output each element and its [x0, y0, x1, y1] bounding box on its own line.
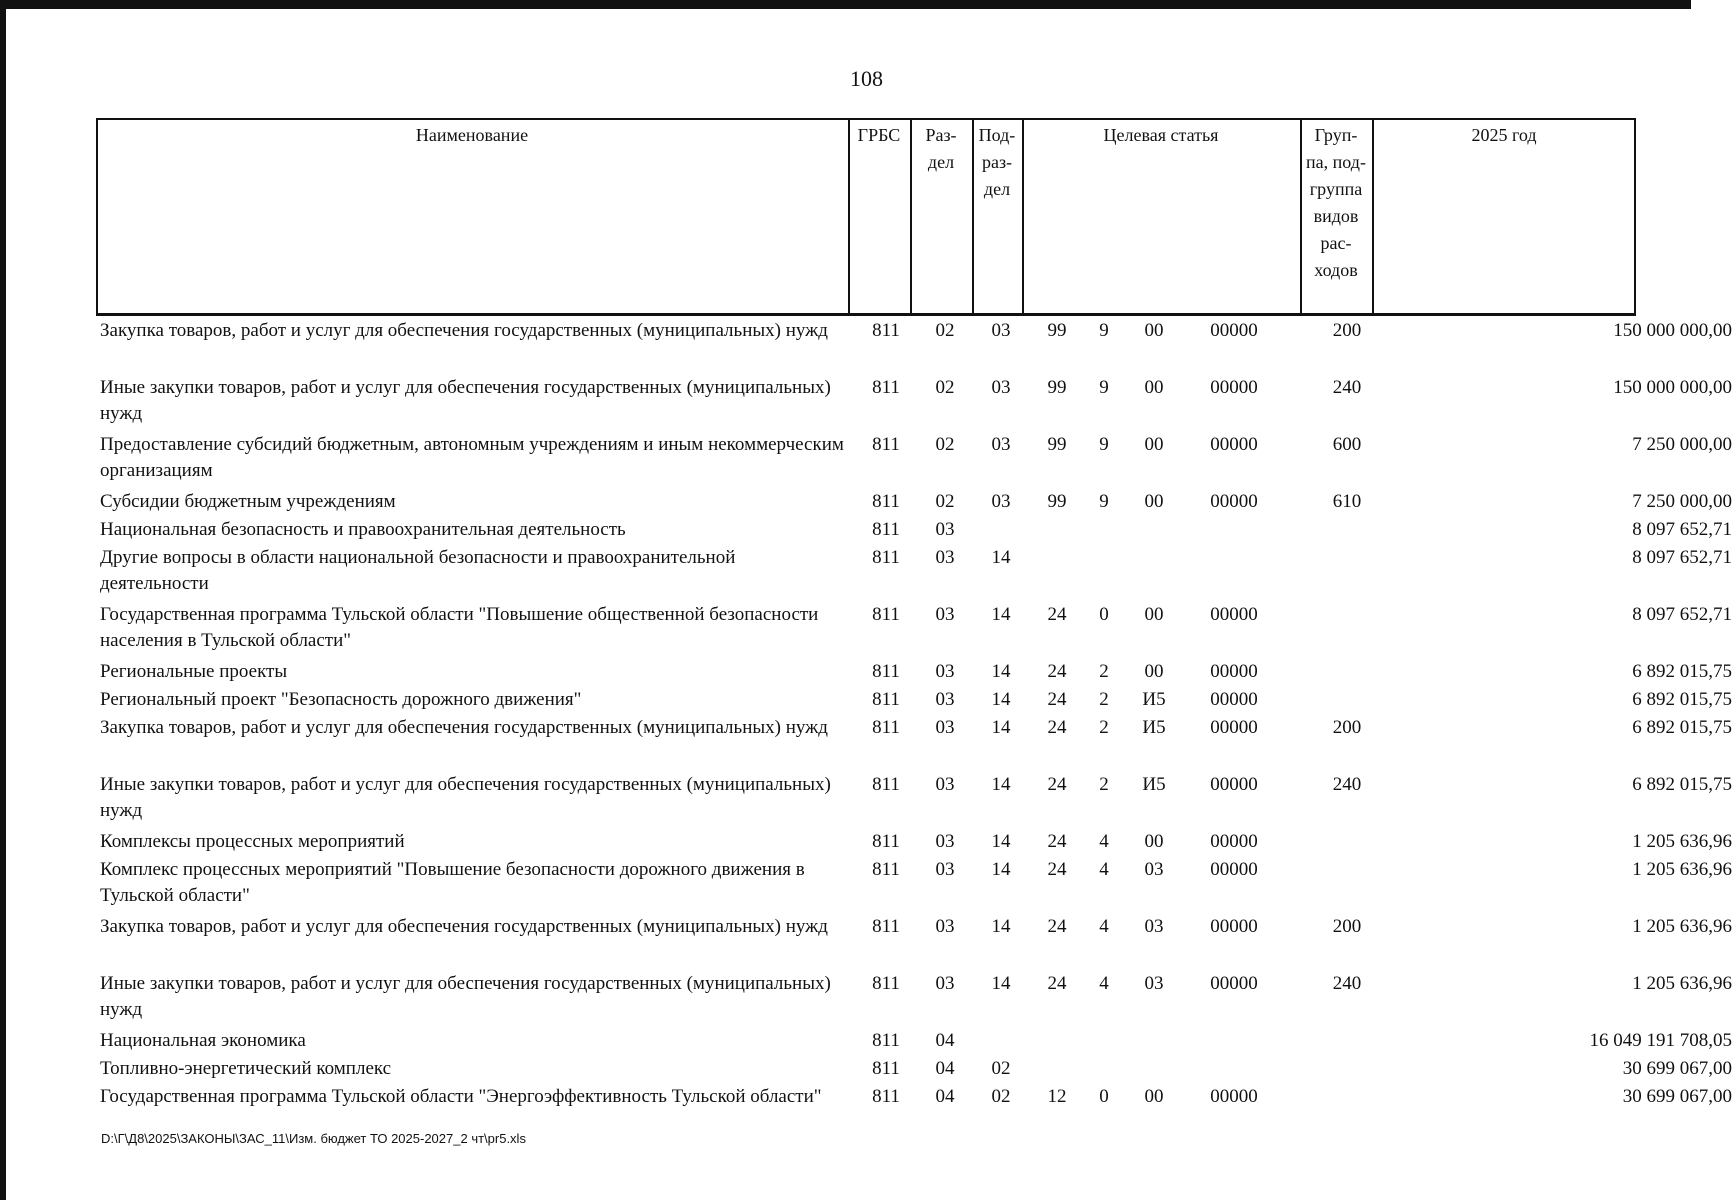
row-razdel: 04 [935, 1086, 955, 1107]
row-grbs: 811 [872, 661, 900, 682]
row-target-program: 12 [1047, 1086, 1067, 1107]
row-razdel: 04 [935, 1030, 955, 1051]
row-target-program: 24 [1047, 661, 1067, 682]
row-amount-2025: 8 097 652,71 [1632, 604, 1732, 625]
row-name: Комплекс процессных мероприятий "Повышение безопасности дорожного движения в Тульской области" [100, 859, 805, 906]
row-podrazdel: 14 [991, 689, 1011, 710]
table-row [96, 489, 1732, 517]
row-target-event: 00 [1144, 320, 1164, 341]
row-target-event: 00 [1144, 604, 1164, 625]
row-target-program: 24 [1047, 831, 1067, 852]
row-podrazdel: 14 [991, 717, 1011, 738]
row-name: Иные закупки товаров, работ и услуг для обеспечения государственных (муниципальных) нужд [100, 973, 831, 1020]
row-grbs: 811 [872, 973, 900, 994]
row-target-direction: 2 [1099, 661, 1109, 682]
row-grbs: 811 [872, 604, 900, 625]
row-target-event: 00 [1144, 377, 1164, 398]
row-target-code: 00000 [1210, 717, 1258, 738]
row-target-direction: 4 [1099, 973, 1109, 994]
row-amount-2025: 6 892 015,75 [1632, 774, 1732, 795]
row-expense-group: 200 [1332, 916, 1362, 937]
header-razdel: Раз- дел [925, 125, 957, 172]
row-target-code: 00000 [1210, 661, 1258, 682]
row-amount-2025: 1 205 636,96 [1632, 859, 1732, 880]
row-amount-2025: 150 000 000,00 [1613, 377, 1732, 398]
row-podrazdel: 14 [991, 547, 1011, 568]
row-podrazdel: 03 [991, 320, 1011, 341]
row-target-direction: 9 [1099, 491, 1109, 512]
row-target-program: 24 [1047, 916, 1067, 937]
row-grbs: 811 [872, 774, 900, 795]
row-grbs: 811 [872, 320, 900, 341]
row-razdel: 03 [935, 831, 955, 852]
row-podrazdel: 14 [991, 859, 1011, 880]
row-amount-2025: 6 892 015,75 [1632, 689, 1732, 710]
row-name: Закупка товаров, работ и услуг для обеспечения государственных (муниципальных) нужд [100, 320, 828, 341]
table-row [96, 971, 1732, 1028]
row-name: Субсидии бюджетным учреждениям [100, 491, 396, 512]
row-target-program: 24 [1047, 689, 1067, 710]
row-razdel: 03 [935, 547, 955, 568]
header-podrazdel: Под- раз- дел [978, 125, 1016, 199]
row-target-event: И5 [1142, 689, 1166, 710]
row-target-event: И5 [1142, 717, 1166, 738]
row-amount-2025: 8 097 652,71 [1632, 519, 1732, 540]
table-row [96, 432, 1732, 489]
row-grbs: 811 [872, 916, 900, 937]
row-name: Предоставление субсидий бюджетным, автономным учреждениям и иным некоммерческим организациям [100, 434, 844, 481]
row-razdel: 03 [935, 717, 955, 738]
row-grbs: 811 [872, 689, 900, 710]
row-target-event: 00 [1144, 434, 1164, 455]
row-target-event: 00 [1144, 661, 1164, 682]
row-target-program: 24 [1047, 774, 1067, 795]
row-expense-group: 610 [1332, 491, 1362, 512]
row-target-code: 00000 [1210, 491, 1258, 512]
row-podrazdel: 14 [991, 774, 1011, 795]
row-razdel: 04 [935, 1058, 955, 1079]
row-razdel: 03 [935, 519, 955, 540]
row-amount-2025: 16 049 191 708,05 [1589, 1030, 1732, 1051]
row-target-direction: 4 [1099, 831, 1109, 852]
row-amount-2025: 30 699 067,00 [1622, 1058, 1732, 1079]
table-row [96, 829, 1732, 857]
row-razdel: 03 [935, 774, 955, 795]
row-grbs: 811 [872, 831, 900, 852]
row-grbs: 811 [872, 519, 900, 540]
row-target-event: И5 [1142, 774, 1166, 795]
row-target-direction: 4 [1099, 859, 1109, 880]
row-target-event: 03 [1144, 859, 1164, 880]
row-razdel: 03 [935, 859, 955, 880]
table-row [96, 772, 1732, 829]
table-row [96, 375, 1732, 432]
row-target-program: 99 [1047, 491, 1067, 512]
row-target-direction: 2 [1099, 717, 1109, 738]
row-name: Региональные проекты [100, 661, 288, 682]
row-expense-group: 200 [1332, 717, 1362, 738]
row-target-direction: 2 [1099, 689, 1109, 710]
page-number: 108 [850, 66, 883, 91]
row-podrazdel: 14 [991, 604, 1011, 625]
header-celevaya-statya: Целевая статья [1103, 125, 1219, 145]
row-target-program: 99 [1047, 320, 1067, 341]
table-row [96, 715, 1732, 772]
row-name: Иные закупки товаров, работ и услуг для обеспечения государственных (муниципальных) нужд [100, 377, 831, 424]
row-target-direction: 2 [1099, 774, 1109, 795]
row-razdel: 02 [935, 491, 955, 512]
row-razdel: 02 [935, 434, 955, 455]
row-target-event: 00 [1144, 1086, 1164, 1107]
row-target-direction: 9 [1099, 434, 1109, 455]
row-name: Комплексы процессных мероприятий [100, 831, 405, 852]
row-amount-2025: 8 097 652,71 [1632, 547, 1732, 568]
row-target-event: 00 [1144, 831, 1164, 852]
row-target-code: 00000 [1210, 831, 1258, 852]
row-target-direction: 4 [1099, 916, 1109, 937]
row-name: Национальная безопасность и правоохранительная деятельность [100, 519, 626, 540]
row-amount-2025: 30 699 067,00 [1622, 1086, 1732, 1107]
table-body [96, 318, 1732, 1141]
row-expense-group: 240 [1332, 377, 1362, 398]
row-amount-2025: 1 205 636,96 [1632, 973, 1732, 994]
row-grbs: 811 [872, 717, 900, 738]
table-row [96, 318, 1732, 375]
row-target-code: 00000 [1210, 916, 1258, 937]
row-name: Закупка товаров, работ и услуг для обеспечения государственных (муниципальных) нужд [100, 717, 828, 738]
row-target-direction: 0 [1099, 604, 1109, 625]
row-razdel: 02 [935, 320, 955, 341]
row-razdel: 03 [935, 689, 955, 710]
row-target-event: 03 [1144, 973, 1164, 994]
row-target-event: 03 [1144, 916, 1164, 937]
row-expense-group: 600 [1332, 434, 1362, 455]
table-header [96, 118, 1636, 316]
row-amount-2025: 7 250 000,00 [1632, 491, 1732, 512]
row-grbs: 811 [872, 547, 900, 568]
row-target-code: 00000 [1210, 320, 1258, 341]
header-name: Наименование [415, 125, 529, 145]
row-target-code: 00000 [1210, 859, 1258, 880]
row-podrazdel: 03 [991, 377, 1011, 398]
row-expense-group: 240 [1332, 973, 1362, 994]
row-razdel: 03 [935, 604, 955, 625]
table-row [96, 602, 1732, 659]
row-target-program: 24 [1047, 604, 1067, 625]
header-grbs: ГРБС [857, 125, 901, 145]
row-target-code: 00000 [1210, 689, 1258, 710]
row-podrazdel: 14 [991, 973, 1011, 994]
row-amount-2025: 150 000 000,00 [1613, 320, 1732, 341]
row-name: Иные закупки товаров, работ и услуг для обеспечения государственных (муниципальных) нужд [100, 774, 831, 821]
row-podrazdel: 14 [991, 831, 1011, 852]
row-target-direction: 9 [1099, 320, 1109, 341]
row-razdel: 03 [935, 916, 955, 937]
row-target-program: 24 [1047, 717, 1067, 738]
table-row [96, 1056, 1732, 1084]
row-target-code: 00000 [1210, 604, 1258, 625]
row-name: Государственная программа Тульской области "Энергоэффективность Тульской области" [100, 1086, 822, 1107]
row-target-code: 00000 [1210, 774, 1258, 795]
row-podrazdel: 03 [991, 491, 1011, 512]
scan-left-edge [0, 0, 6, 1200]
row-target-program: 99 [1047, 377, 1067, 398]
table-row [96, 659, 1732, 687]
row-target-program: 24 [1047, 859, 1067, 880]
row-grbs: 811 [872, 1030, 900, 1051]
header-group: Груп- па, под- группа видов рас- ходов [1306, 125, 1366, 280]
row-expense-group: 240 [1332, 774, 1362, 795]
row-target-program: 24 [1047, 973, 1067, 994]
row-target-code: 00000 [1210, 434, 1258, 455]
footer-file-path: D:\Г\Д8\2025\ЗАКОНЫ\ЗАС_11\Изм. бюджет ТО 2025-2027_2 чт\pr5.xls [101, 1131, 526, 1146]
row-name: Региональный проект "Безопасность дорожного движения" [100, 689, 582, 710]
row-grbs: 811 [872, 859, 900, 880]
table-row [96, 517, 1732, 545]
row-amount-2025: 6 892 015,75 [1632, 661, 1732, 682]
row-name: Другие вопросы в области национальной безопасности и правоохранительной деятельности [100, 547, 736, 594]
row-razdel: 02 [935, 377, 955, 398]
row-podrazdel: 14 [991, 661, 1011, 682]
row-podrazdel: 03 [991, 434, 1011, 455]
row-target-program: 99 [1047, 434, 1067, 455]
table-row [96, 914, 1732, 971]
row-amount-2025: 1 205 636,96 [1632, 916, 1732, 937]
row-target-code: 00000 [1210, 973, 1258, 994]
header-year: 2025 год [1471, 125, 1537, 145]
row-podrazdel: 02 [991, 1086, 1011, 1107]
row-razdel: 03 [935, 973, 955, 994]
row-name: Топливно-энергетический комплекс [100, 1058, 392, 1079]
row-target-code: 00000 [1210, 377, 1258, 398]
row-name: Национальная экономика [100, 1030, 306, 1051]
row-grbs: 811 [872, 1058, 900, 1079]
row-grbs: 811 [872, 491, 900, 512]
row-amount-2025: 6 892 015,75 [1632, 717, 1732, 738]
row-target-code: 00000 [1210, 1086, 1258, 1107]
row-grbs: 811 [872, 434, 900, 455]
row-target-event: 00 [1144, 491, 1164, 512]
row-target-direction: 9 [1099, 377, 1109, 398]
row-expense-group: 200 [1332, 320, 1362, 341]
scan-top-edge [0, 0, 1691, 9]
table-row [96, 687, 1732, 715]
table-row [96, 545, 1732, 602]
row-razdel: 03 [935, 661, 955, 682]
row-target-direction: 0 [1099, 1086, 1109, 1107]
row-amount-2025: 1 205 636,96 [1632, 831, 1732, 852]
row-name: Государственная программа Тульской области "Повышение общественной безопасности населения в Тульской области" [100, 604, 819, 651]
row-amount-2025: 7 250 000,00 [1632, 434, 1732, 455]
row-podrazdel: 02 [991, 1058, 1011, 1079]
row-grbs: 811 [872, 1086, 900, 1107]
table-row [96, 1028, 1732, 1056]
table-row [96, 857, 1732, 914]
row-name: Закупка товаров, работ и услуг для обеспечения государственных (муниципальных) нужд [100, 916, 828, 937]
row-grbs: 811 [872, 377, 900, 398]
row-podrazdel: 14 [991, 916, 1011, 937]
